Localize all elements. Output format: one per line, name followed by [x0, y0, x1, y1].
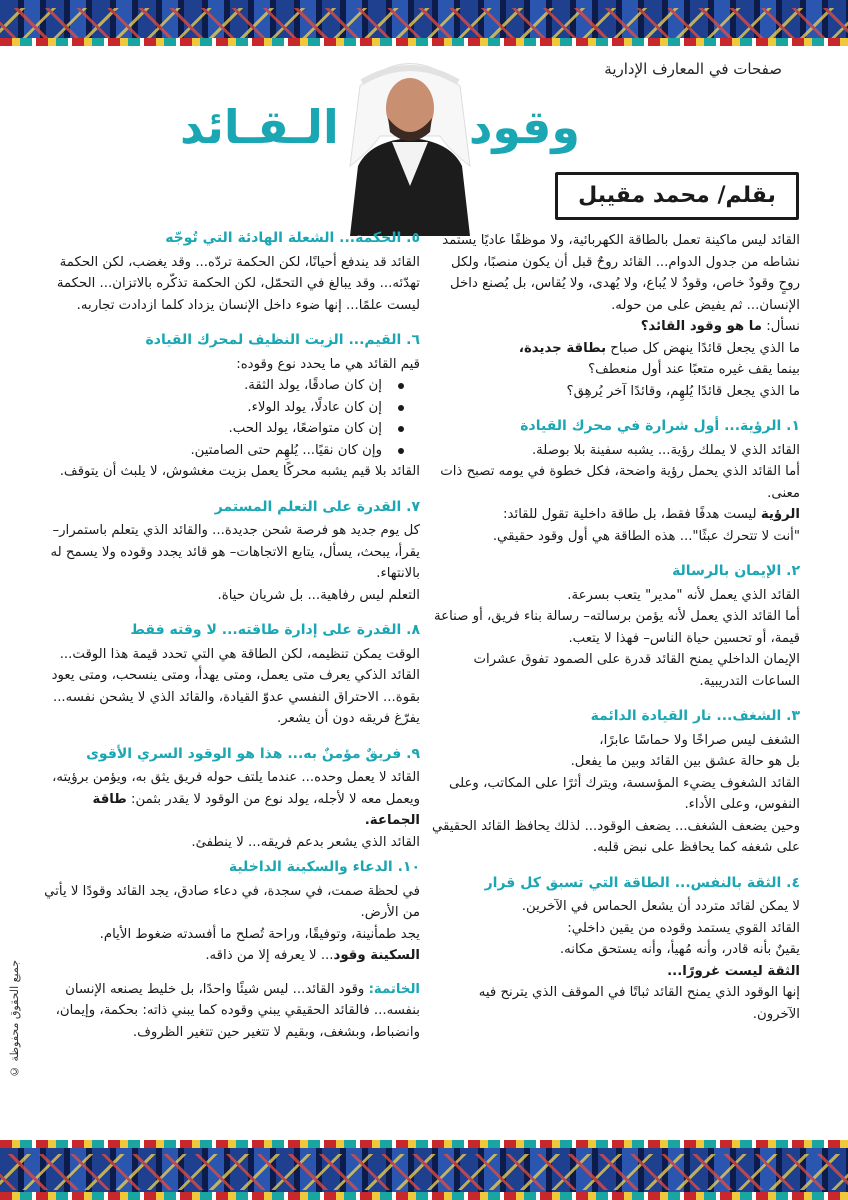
list-item: وإن كان نقيًا... يُلهِم حتى الصامتين. [40, 440, 382, 462]
paragraph: القائد لا يعمل وحده... عندما يلتف حوله فريق يثق به، ويؤمن برؤيته، ويعمل معه لا لأجله، يولد نوع من الوقود لا يقدر بثمن: طاقة الجماعة. [52, 770, 420, 828]
paragraph: وحين يضعف الشغف... يضعف الوقود... لذلك يحافظ القائد الحقيقي على شغفه كما يحافظ على نبض قلبه. [431, 818, 800, 855]
list-item: إن كان صادقًا، يولد الثقة. [40, 375, 382, 397]
author-byline: بقلم/ محمد مقيبل [578, 183, 776, 208]
section-heading: ٧. القدرة على التعلم المستمر [214, 498, 420, 515]
paragraph: القائد الشغوف يضيء المؤسسة، ويترك أثرًا على المكاتب، وعلى النفوس، وعلى الأداء. [449, 775, 800, 812]
section-heading: ٢. الإيمان بالرسالة [672, 563, 800, 579]
right-column [430, 230, 800, 1025]
paragraph: الثقة ليست غرورًا... [667, 963, 800, 979]
paragraph: إنها الوقود الذي يمنح القائد ثباتًا في الموقف الذي يترنح فيه الآخرون. [478, 985, 800, 1022]
paragraph: التعلم ليس رفاهية... بل شريان حياة. [217, 587, 420, 603]
paragraph: القائد الذي يعمل لأنه "مدير" يتعب بسرعة. [567, 587, 800, 603]
title-word-leader: الـقـائد [180, 100, 339, 154]
paragraph: أما القائد الذي يعمل لأنه يؤمن برسالته– رسالة بناء فريق، أو صناعة قيمة، أو تحسين حياة الناس– فهذا لا يتعب. [434, 609, 800, 646]
author-photo [330, 46, 490, 236]
paragraph: الشغف ليس صراخًا ولا حماسًا عابرًا، [599, 732, 800, 748]
section-heading: ٥. الحكمة... الشعلة الهادئة التي تُوجّه [165, 230, 420, 246]
section-heading: ٤. الثقة بالنفس... الطاقة التي تسبق كل قرار [484, 874, 800, 891]
paragraph: قيم القائد هي ما يحدد نوع وقوده: [236, 356, 420, 372]
copyright-vertical: جميع الحقوق محفوظة © [8, 960, 21, 1079]
paragraph: الإيمان الداخلي يمنح القائد قدرة على الصمود تفوق عشرات الساعات التدريبية. [473, 652, 800, 689]
intro-question: نسأل: ما هو وقود القائد؟ [640, 319, 800, 334]
bottom-decorative-band [0, 1140, 848, 1200]
intro-paragraph: القائد ليس ماكينة تعمل بالطاقة الكهربائية، ولا موظفًا عاديًا يستمد نشاطه من جدول الدوام... القائد روحٌ قبل أن يكون منصبًا، ولكل روحٍ وقودٌ خاص، وقودٌ لا يُباع، ولا يُهدى، ولا يُقاس، بل يُصنع داخل الإنسان... ثم يفيض على من حوله. [442, 233, 800, 313]
section-heading: ٦. القيم... الزيت النظيف لمحرك القيادة [145, 332, 420, 348]
section-header: صفحات في المعارف الإدارية [604, 60, 782, 78]
paragraph: لا يمكن لقائد متردد أن يشعل الحماس في الآخرين. [521, 899, 800, 914]
paragraph: القائد الذي لا يملك رؤية... يشبه سفينة بلا بوصلة. [531, 442, 800, 458]
top-decorative-band [0, 0, 848, 46]
section-heading: ٣. الشغف... نار القيادة الدائمة [590, 708, 800, 724]
title-word-fuel: وقود [468, 100, 580, 154]
conclusion-paragraph: الخاتمة: وقود القائد... ليس شيئًا واحدًا، بل خليط يصنعه الإنسان بنفسه... فالقائد الحقيقي يبني وقوده كما يبني ذاته: بحكمة، وإيمان، وانضباط، وبشغف، وبقيم لا تتغير حين تتغير الظروف. [55, 981, 420, 1040]
paragraph: يجد طمأنينة، وتوفيقًا، وراحة تُصلح ما أفسدته ضغوط الأيام. [99, 926, 420, 942]
intro-line: بينما يقف غيره متعبًا عند أول منعطف؟ [588, 362, 800, 377]
paragraph: يقينٌ بأنه قادر، وأنه مُهيأ، وأنه يستحق مكانه. [559, 942, 800, 957]
author-byline-box [555, 172, 799, 220]
paragraph: "أنت لا تتحرك عبثًا"... هذه الطاقة هي أول وقود حقيقي. [492, 528, 800, 544]
paragraph: الرؤية ليست هدفًا فقط، بل طاقة داخلية تقول للقائد: [503, 507, 800, 522]
left-column [40, 228, 420, 1043]
paragraph: الوقت يمكن تنظيمه، لكن الطاقة هي التي تحدد قيمة هذا الوقت... القائد الذكي يعرف متى يعمل، ومتى يهدأ، ومتى ينسحب، ومتى يعود بقوة... الاحتراق النفسي عدوّ القيادة، والقائد الذي لا يشحن نفسه... يفرّغ فريقه دون أن يشعر. [51, 646, 420, 726]
paragraph: أما القائد الذي يحمل رؤية واضحة، فكل خطوة في يومه تصبح ذات معنى. [440, 464, 800, 501]
paragraph: السكينة وقود... لا يعرفه إلا من ذاقه. [205, 948, 420, 963]
paragraph: القائد قد يندفع أحيانًا، لكن الحكمة تردّه... وقد يغضب، لكن الحكمة تهدّئه... وقد يبالغ في التحمّل، لكن الحكمة تذكّره بالاتزان... الحكمة ليست علمًا... إنها ضوء داخل الإنسان يزداد كلما ازدادت تجاربه. [56, 254, 420, 313]
intro-line: ما الذي يجعل قائدًا يُلهِم، وقائدًا آخر يُرهِق؟ [566, 383, 800, 399]
intro-line: ما الذي يجعل قائدًا ينهض كل صباح بطاقة جديدة، [518, 340, 800, 356]
section-heading: ٩. فريقٌ مؤمنٌ به... هذا هو الوقود السري الأقوى [86, 745, 420, 762]
section-heading: ١٠. الدعاء والسكينة الداخلية [228, 859, 420, 875]
list-item: إن كان عادلًا، يولد الولاء. [40, 397, 382, 419]
paragraph: القائد بلا قيم يشبه محركًا يعمل بزيت مغشوش، لا يلبث أن يتوقف. [59, 464, 420, 479]
section-heading: ١. الرؤية... أول شرارة في محرك القيادة [520, 418, 800, 434]
paragraph: في لحظة صمت، في سجدة، في دعاء صادق، يجد القائد وقودًا لا يأتي من الأرض. [44, 883, 420, 920]
paragraph: القائد القوي يستمد وقوده من يقين داخلي: [567, 920, 800, 936]
paragraph: بل هو حالة عشق بين القائد وبين ما يفعل. [570, 754, 800, 769]
list-item: إن كان متواضعًا، يولد الحب. [40, 418, 382, 440]
values-list [40, 375, 420, 461]
paragraph: كل يوم جديد هو فرصة شحن جديدة... والقائد الذي يتعلم باستمرار– يقرأ، يبحث، يسأل، يتابع الاتجاهات– هو قائد يجدد وقوده ولا يسمح له بالانتهاء. [50, 523, 420, 581]
section-heading: ٨. القدرة على إدارة طاقته... لا وقته فقط [130, 622, 420, 638]
paragraph: القائد الذي يشعر بدعم فريقه... لا ينطفئ. [191, 834, 420, 850]
